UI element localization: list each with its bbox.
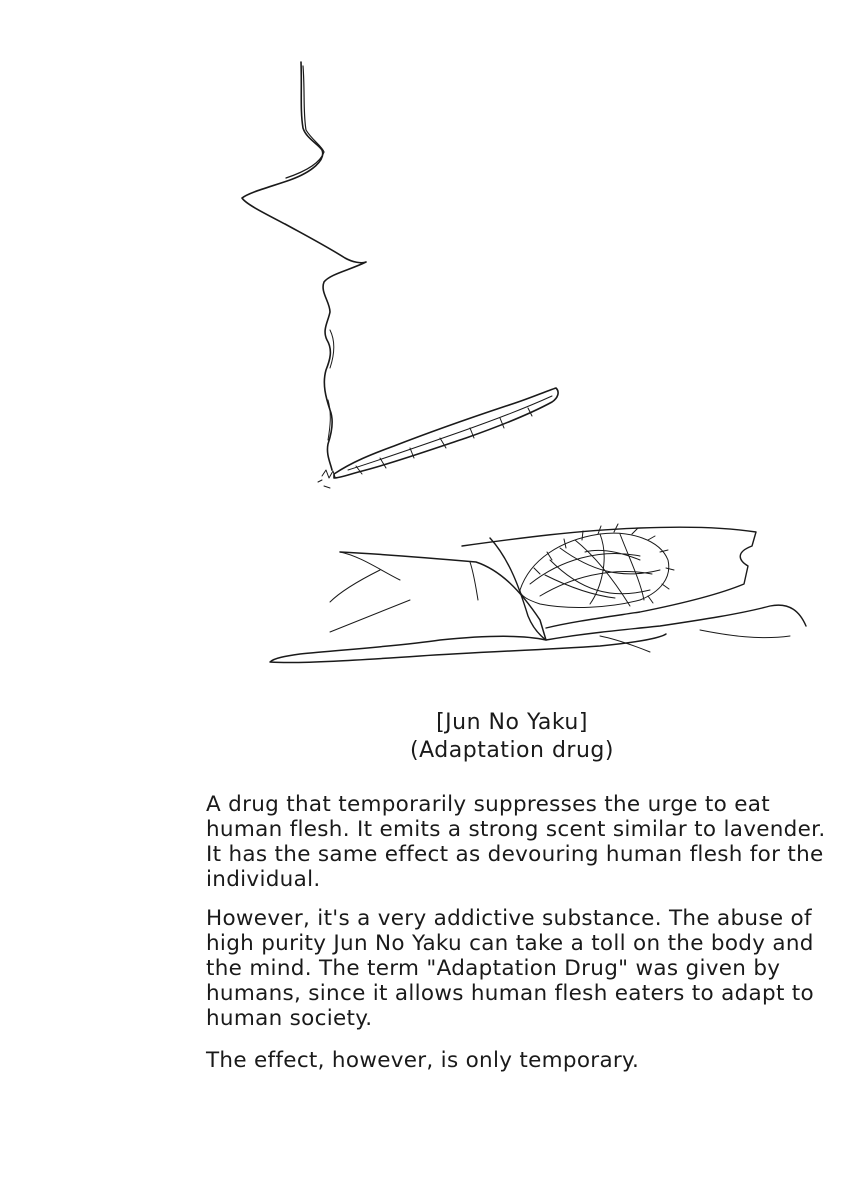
description-paragraph: A drug that temporarily suppresses the urge to eat human flesh. It emits a strong scent similar to lavender. It has the same effect as devouring human flesh for the individual. xyxy=(206,792,826,892)
caption-subtitle: (Adaptation drug) xyxy=(410,738,614,763)
herb-pile-icon xyxy=(520,524,674,607)
description-paragraph: The effect, however, is only temporary. xyxy=(206,1048,640,1073)
description-paragraph: However, it's a very addictive substance. The abuse of high purity Jun No Yaku can take a toll on the body and the mind. The term "Adaptation Drug" was given by humans, since it allows human flesh eaters to adapt to human society. xyxy=(206,906,814,1031)
smoke-trail-icon xyxy=(242,62,366,470)
caption-title: [Jun No Yaku] xyxy=(436,710,588,735)
paper-sheet-icon xyxy=(270,552,666,663)
joint-icon xyxy=(334,388,558,478)
